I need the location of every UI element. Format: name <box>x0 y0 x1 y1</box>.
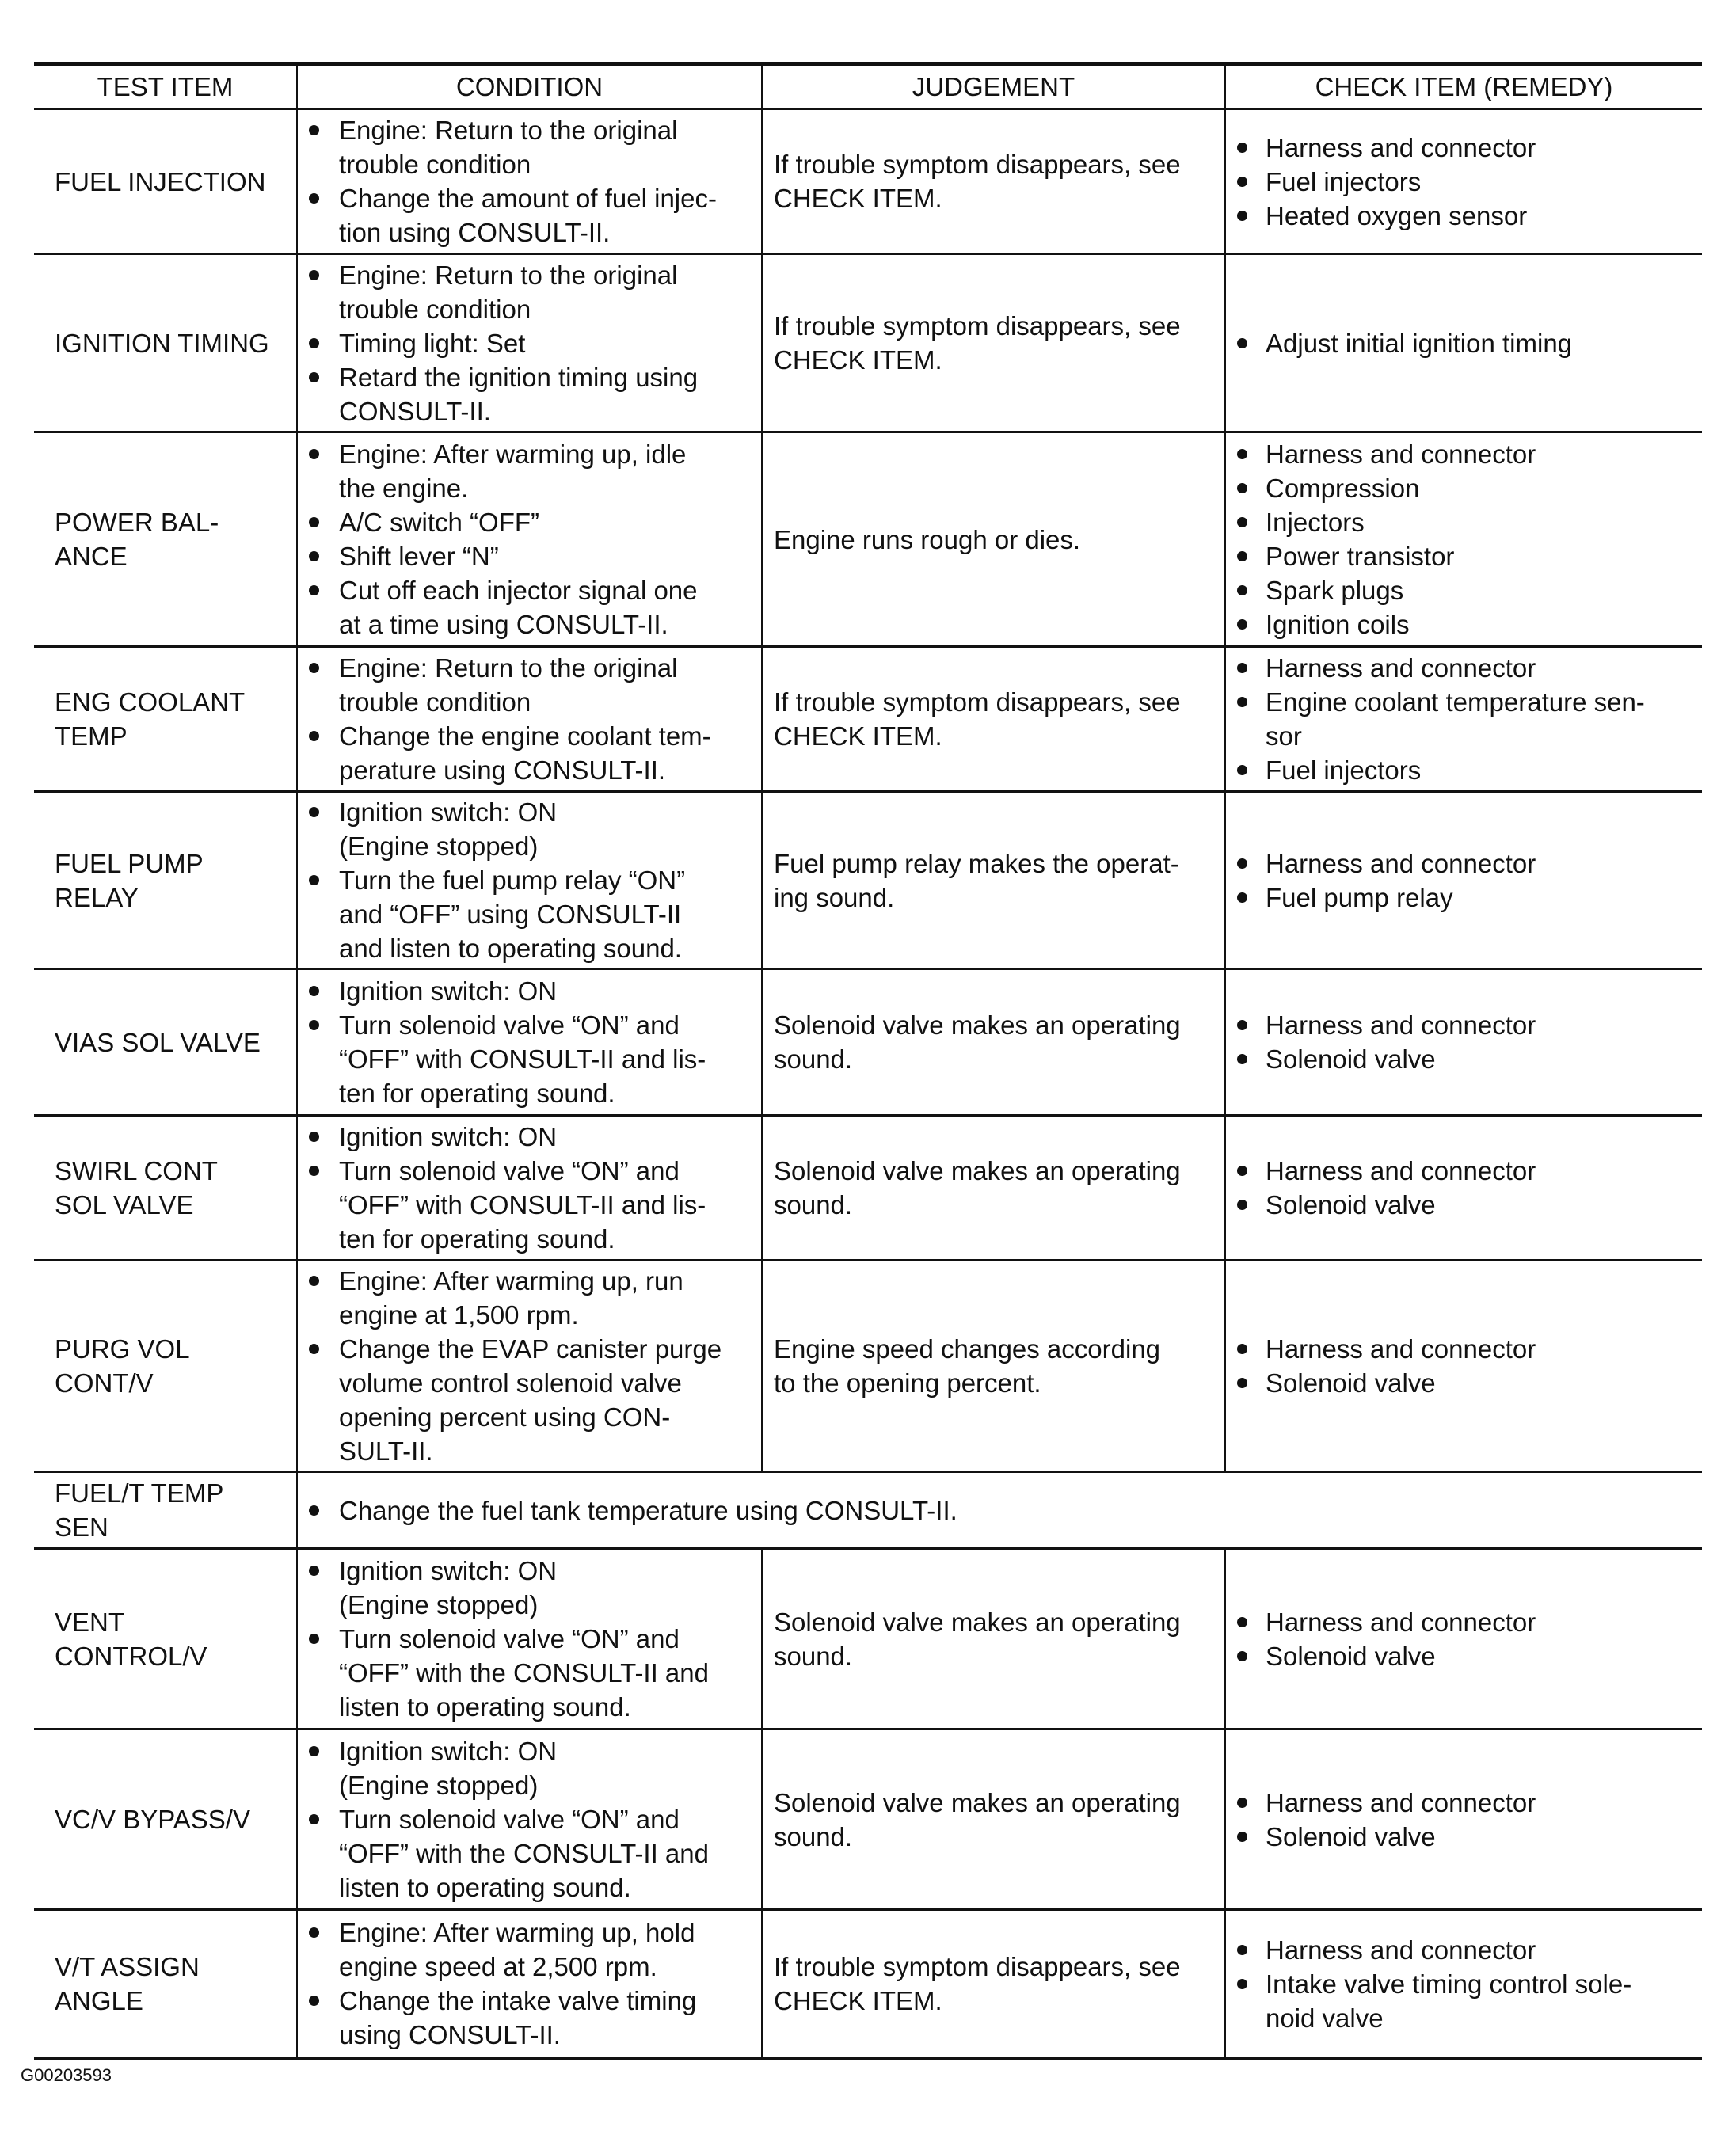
condition-cell <box>297 1116 762 1261</box>
condition-cell <box>297 1910 762 2059</box>
check-item-cell <box>1225 254 1702 432</box>
check-item-list <box>1226 1008 1702 1076</box>
check-item-bullet: Solenoid valve <box>1226 1639 1702 1673</box>
condition-bullet: Engine: After warming up, run engine at 1,500 rpm. <box>298 1264 761 1332</box>
condition-list <box>298 1734 761 1904</box>
condition-list <box>298 1916 761 2052</box>
judgement-cell: Solenoid valve makes an operating sound. <box>762 969 1225 1116</box>
table-row <box>34 969 1702 1116</box>
check-item-cell <box>1225 432 1702 647</box>
judgement-cell: Solenoid valve makes an operating sound. <box>762 1549 1225 1729</box>
test-item-cell: VC/V BYPASS/V <box>34 1729 297 1910</box>
condition-bullet: Engine: After warming up, idle the engine. <box>298 437 761 505</box>
check-item-bullet: Harness and connector <box>1226 847 1702 881</box>
check-item-bullet: Harness and connector <box>1226 131 1702 165</box>
judgement-cell: If trouble symptom disappears, see CHECK ITEM. <box>762 1910 1225 2059</box>
check-item-bullet: Solenoid valve <box>1226 1188 1702 1222</box>
condition-bullet: Engine: Return to the original trouble condition <box>298 651 761 719</box>
header-test-item: TEST ITEM <box>34 64 297 109</box>
condition-cell <box>297 969 762 1116</box>
table-row <box>34 1472 1702 1549</box>
condition-list <box>298 258 761 428</box>
check-item-bullet: Engine coolant temperature sen- sor <box>1226 685 1702 753</box>
check-item-bullet: Ignition coils <box>1226 607 1702 641</box>
condition-bullet: Turn the fuel pump relay “ON” and “OFF” using CONSULT-II and listen to operating sound. <box>298 863 761 965</box>
condition-bullet: Change the amount of fuel injec- tion using CONSULT-II. <box>298 181 761 249</box>
table-row <box>34 1910 1702 2059</box>
check-item-bullet: Harness and connector <box>1226 1008 1702 1042</box>
judgement-cell: If trouble symptom disappears, see CHECK ITEM. <box>762 109 1225 254</box>
table-row <box>34 1261 1702 1472</box>
test-item-cell: POWER BAL- ANCE <box>34 432 297 647</box>
check-item-bullet: Heated oxygen sensor <box>1226 199 1702 233</box>
check-item-list <box>1226 1154 1702 1222</box>
check-item-bullet: Harness and connector <box>1226 437 1702 471</box>
judgement-cell: Solenoid valve makes an operating sound. <box>762 1116 1225 1261</box>
condition-bullet: Shift lever “N” <box>298 539 761 573</box>
condition-bullet: Turn solenoid valve “ON” and “OFF” with the CONSULT-II and listen to operating sound. <box>298 1802 761 1904</box>
condition-cell <box>297 432 762 647</box>
test-item-cell: FUEL/T TEMP SEN <box>34 1472 297 1549</box>
condition-cell <box>297 1729 762 1910</box>
condition-bullet: Change the fuel tank temperature using CONSULT-II. <box>298 1493 1702 1528</box>
condition-bullet: Turn solenoid valve “ON” and “OFF” with CONSULT-II and lis- ten for operating sound. <box>298 1154 761 1256</box>
check-item-list <box>1226 1332 1702 1400</box>
header-row <box>34 64 1702 109</box>
condition-cell <box>297 792 762 969</box>
check-item-bullet: Harness and connector <box>1226 1786 1702 1820</box>
table-row <box>34 1116 1702 1261</box>
check-item-cell <box>1225 1910 1702 2059</box>
test-item-cell: IGNITION TIMING <box>34 254 297 432</box>
test-item-cell: FUEL PUMP RELAY <box>34 792 297 969</box>
condition-bullet: Ignition switch: ON (Engine stopped) <box>298 1734 761 1802</box>
test-item-cell: PURG VOL CONT/V <box>34 1261 297 1472</box>
check-item-bullet: Spark plugs <box>1226 573 1702 607</box>
check-item-bullet: Fuel injectors <box>1226 165 1702 199</box>
check-item-cell <box>1225 1549 1702 1729</box>
condition-bullet: Turn solenoid valve “ON” and “OFF” with the CONSULT-II and listen to operating sound. <box>298 1622 761 1724</box>
table-row <box>34 109 1702 254</box>
check-item-list <box>1226 847 1702 915</box>
condition-bullet: Turn solenoid valve “ON” and “OFF” with CONSULT-II and lis- ten for operating sound. <box>298 1008 761 1110</box>
condition-cell <box>297 1472 1702 1549</box>
check-item-bullet: Solenoid valve <box>1226 1820 1702 1854</box>
test-item-cell: SWIRL CONT SOL VALVE <box>34 1116 297 1261</box>
condition-bullet: Ignition switch: ON <box>298 1120 761 1154</box>
check-item-bullet: Solenoid valve <box>1226 1366 1702 1400</box>
check-item-bullet: Fuel injectors <box>1226 753 1702 787</box>
condition-bullet: Engine: Return to the original trouble condition <box>298 258 761 326</box>
check-item-list <box>1226 1933 1702 2035</box>
condition-bullet: Ignition switch: ON (Engine stopped) <box>298 795 761 863</box>
check-item-cell <box>1225 1729 1702 1910</box>
figure-code: G00203593 <box>21 2065 112 2085</box>
judgement-cell: Engine runs rough or dies. <box>762 432 1225 647</box>
check-item-bullet: Harness and connector <box>1226 1605 1702 1639</box>
condition-bullet: Ignition switch: ON <box>298 974 761 1008</box>
test-item-cell: FUEL INJECTION <box>34 109 297 254</box>
condition-cell <box>297 1549 762 1729</box>
condition-bullet: Engine: After warming up, hold engine speed at 2,500 rpm. <box>298 1916 761 1984</box>
check-item-list <box>1226 651 1702 787</box>
condition-cell <box>297 254 762 432</box>
condition-bullet: A/C switch “OFF” <box>298 505 761 539</box>
judgement-cell: If trouble symptom disappears, see CHECK ITEM. <box>762 647 1225 792</box>
condition-bullet: Change the intake valve timing using CONSULT-II. <box>298 1984 761 2052</box>
header-condition: CONDITION <box>297 64 762 109</box>
check-item-bullet: Injectors <box>1226 505 1702 539</box>
check-item-bullet: Fuel pump relay <box>1226 881 1702 915</box>
active-test-table <box>34 62 1702 2060</box>
condition-bullet: Change the EVAP canister purge volume control solenoid valve opening percent using CON- SULT-II. <box>298 1332 761 1468</box>
check-item-list <box>1226 1786 1702 1854</box>
condition-list <box>298 1493 1702 1528</box>
condition-list <box>298 651 761 787</box>
check-item-bullet: Harness and connector <box>1226 651 1702 685</box>
check-item-bullet: Harness and connector <box>1226 1332 1702 1366</box>
judgement-cell: If trouble symptom disappears, see CHECK ITEM. <box>762 254 1225 432</box>
check-item-bullet: Adjust initial ignition timing <box>1226 326 1702 360</box>
check-item-bullet: Power transistor <box>1226 539 1702 573</box>
judgement-cell: Fuel pump relay makes the operat- ing sound. <box>762 792 1225 969</box>
condition-bullet: Engine: Return to the original trouble condition <box>298 113 761 181</box>
table-row <box>34 792 1702 969</box>
condition-bullet: Change the engine coolant tem- perature using CONSULT-II. <box>298 719 761 787</box>
condition-bullet: Cut off each injector signal one at a time using CONSULT-II. <box>298 573 761 641</box>
condition-list <box>298 1554 761 1724</box>
table-row <box>34 432 1702 647</box>
table-row <box>34 647 1702 792</box>
table-row <box>34 1549 1702 1729</box>
check-item-list <box>1226 326 1702 360</box>
condition-list <box>298 1264 761 1468</box>
check-item-list <box>1226 437 1702 641</box>
check-item-bullet: Harness and connector <box>1226 1154 1702 1188</box>
test-item-cell: ENG COOLANT TEMP <box>34 647 297 792</box>
header-judgement: JUDGEMENT <box>762 64 1225 109</box>
condition-list <box>298 113 761 249</box>
condition-bullet: Ignition switch: ON (Engine stopped) <box>298 1554 761 1622</box>
condition-cell <box>297 109 762 254</box>
check-item-cell <box>1225 1116 1702 1261</box>
check-item-bullet: Intake valve timing control sole- noid valve <box>1226 1967 1702 2035</box>
judgement-cell: Engine speed changes according to the opening percent. <box>762 1261 1225 1472</box>
table-row <box>34 1729 1702 1910</box>
condition-list <box>298 795 761 965</box>
condition-bullet: Retard the ignition timing using CONSULT-II. <box>298 360 761 428</box>
condition-list <box>298 1120 761 1256</box>
check-item-bullet: Compression <box>1226 471 1702 505</box>
condition-cell <box>297 647 762 792</box>
condition-list <box>298 437 761 641</box>
check-item-cell <box>1225 109 1702 254</box>
check-item-cell <box>1225 1261 1702 1472</box>
table-row <box>34 254 1702 432</box>
test-item-cell: VIAS SOL VALVE <box>34 969 297 1116</box>
condition-bullet: Timing light: Set <box>298 326 761 360</box>
check-item-list <box>1226 1605 1702 1673</box>
check-item-list <box>1226 131 1702 233</box>
header-check-item: CHECK ITEM (REMEDY) <box>1225 64 1702 109</box>
check-item-bullet: Harness and connector <box>1226 1933 1702 1967</box>
test-item-cell: VENT CONTROL/V <box>34 1549 297 1729</box>
condition-list <box>298 974 761 1110</box>
test-item-cell: V/T ASSIGN ANGLE <box>34 1910 297 2059</box>
check-item-cell <box>1225 969 1702 1116</box>
check-item-cell <box>1225 647 1702 792</box>
condition-cell <box>297 1261 762 1472</box>
judgement-cell: Solenoid valve makes an operating sound. <box>762 1729 1225 1910</box>
check-item-bullet: Solenoid valve <box>1226 1042 1702 1076</box>
check-item-cell <box>1225 792 1702 969</box>
